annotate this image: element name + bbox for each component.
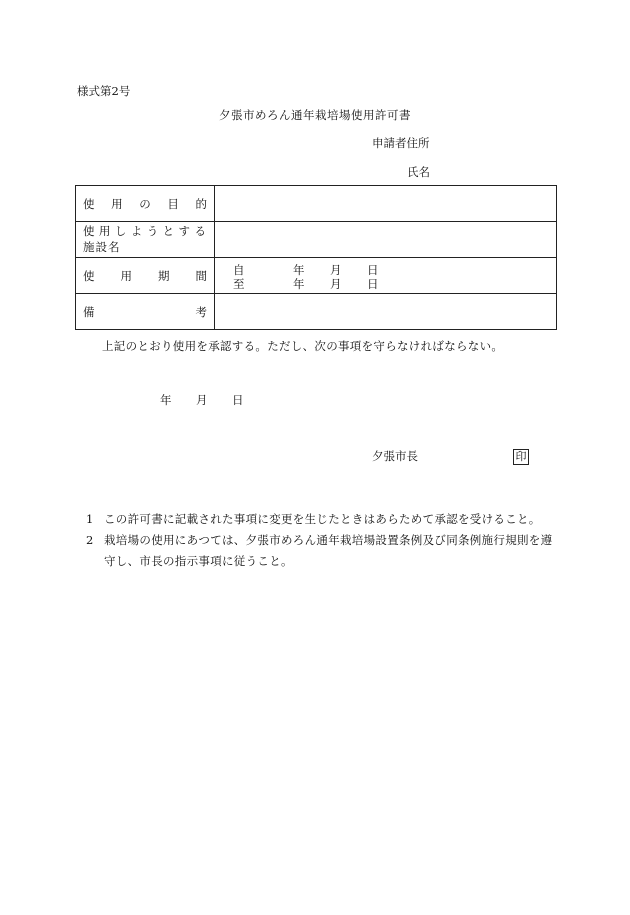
note-1-number: 1 — [86, 512, 94, 526]
period-label-char: 期 — [158, 268, 170, 283]
period-to-month: 月 — [330, 276, 342, 291]
issue-date-year: 年 — [160, 393, 172, 407]
period-to-label: 至 — [233, 276, 245, 291]
note-1-text: この許可書に記載された事項に変更を生じたときはあらためて承認を受けること。 — [104, 512, 541, 526]
mayor-title: 夕張市長 — [372, 449, 418, 463]
applicant-address-label: 申請者住所 — [372, 136, 430, 150]
facility-label — [76, 222, 215, 258]
purpose-label-char: 的 — [195, 196, 207, 211]
facility-label-char: る — [194, 223, 207, 238]
issue-date-line — [0, 395, 630, 409]
facility-label-char: 用 — [98, 223, 112, 238]
facility-label-line2: 施設名 — [83, 239, 121, 254]
period-from-year: 年 — [293, 262, 305, 277]
facility-label-char: 使 — [83, 223, 96, 238]
form-number: 様式第2号 — [77, 84, 131, 98]
note-2-text-line2: 守し、市長の指示事項に従うこと。 — [104, 554, 293, 568]
purpose-label-char: の — [139, 196, 151, 211]
table-row-purpose — [76, 186, 557, 222]
table-row-period — [76, 258, 557, 294]
issue-date-day: 日 — [232, 393, 244, 407]
note-item-1 — [86, 514, 541, 526]
period-to-day: 日 — [367, 276, 379, 291]
purpose-label-char: 使 — [83, 196, 95, 211]
facility-label-char: う — [146, 223, 160, 238]
issue-date-month: 月 — [196, 393, 208, 407]
period-from-day: 日 — [367, 262, 379, 277]
permit-form-table — [75, 185, 557, 330]
purpose-label-char: 目 — [167, 196, 179, 211]
facility-label-char: し — [114, 223, 128, 238]
period-from-month: 月 — [330, 262, 342, 277]
purpose-label-char: 用 — [111, 196, 123, 211]
facility-label-char: す — [178, 223, 192, 238]
period-to-line — [233, 276, 556, 290]
facility-label-char: と — [162, 223, 176, 238]
applicant-name-label: 氏名 — [407, 165, 430, 179]
facility-value-cell[interactable] — [215, 222, 557, 258]
period-label — [76, 258, 215, 294]
table-row-remarks — [76, 294, 557, 330]
note-2-text-line1: 栽培場の使用にあつては、夕張市めろん通年栽培場設置条例及び同条例施行規則を遵 — [104, 533, 553, 547]
period-from-line — [233, 262, 556, 276]
table-row-facility — [76, 222, 557, 258]
period-label-char: 使 — [83, 268, 95, 283]
facility-label-char: よ — [130, 223, 144, 238]
note-item-2 — [86, 535, 552, 547]
purpose-label-text — [83, 196, 207, 212]
purpose-label — [76, 186, 215, 222]
mayor-line — [0, 451, 630, 465]
document-title: 夕張市めろん通年栽培場使用許可書 — [219, 108, 411, 122]
remarks-label-right: 考 — [195, 304, 207, 319]
note-item-2-cont — [104, 556, 293, 568]
period-to-year: 年 — [293, 276, 305, 291]
remarks-label-left: 備 — [83, 304, 95, 319]
purpose-value-cell[interactable] — [215, 186, 557, 222]
facility-label-line1 — [83, 224, 207, 240]
period-from-label: 自 — [233, 262, 245, 277]
remarks-label — [76, 294, 215, 330]
remarks-value-cell[interactable] — [215, 294, 557, 330]
period-label-char: 用 — [120, 268, 132, 283]
seal-mark: 印 — [513, 449, 529, 465]
note-2-number: 2 — [86, 533, 94, 547]
period-label-text — [83, 268, 207, 284]
period-label-char: 間 — [195, 268, 207, 283]
approval-statement: 上記のとおり使用を承認する。ただし、次の事項を守らなければならない。 — [102, 339, 504, 353]
period-value-cell[interactable] — [215, 258, 557, 294]
